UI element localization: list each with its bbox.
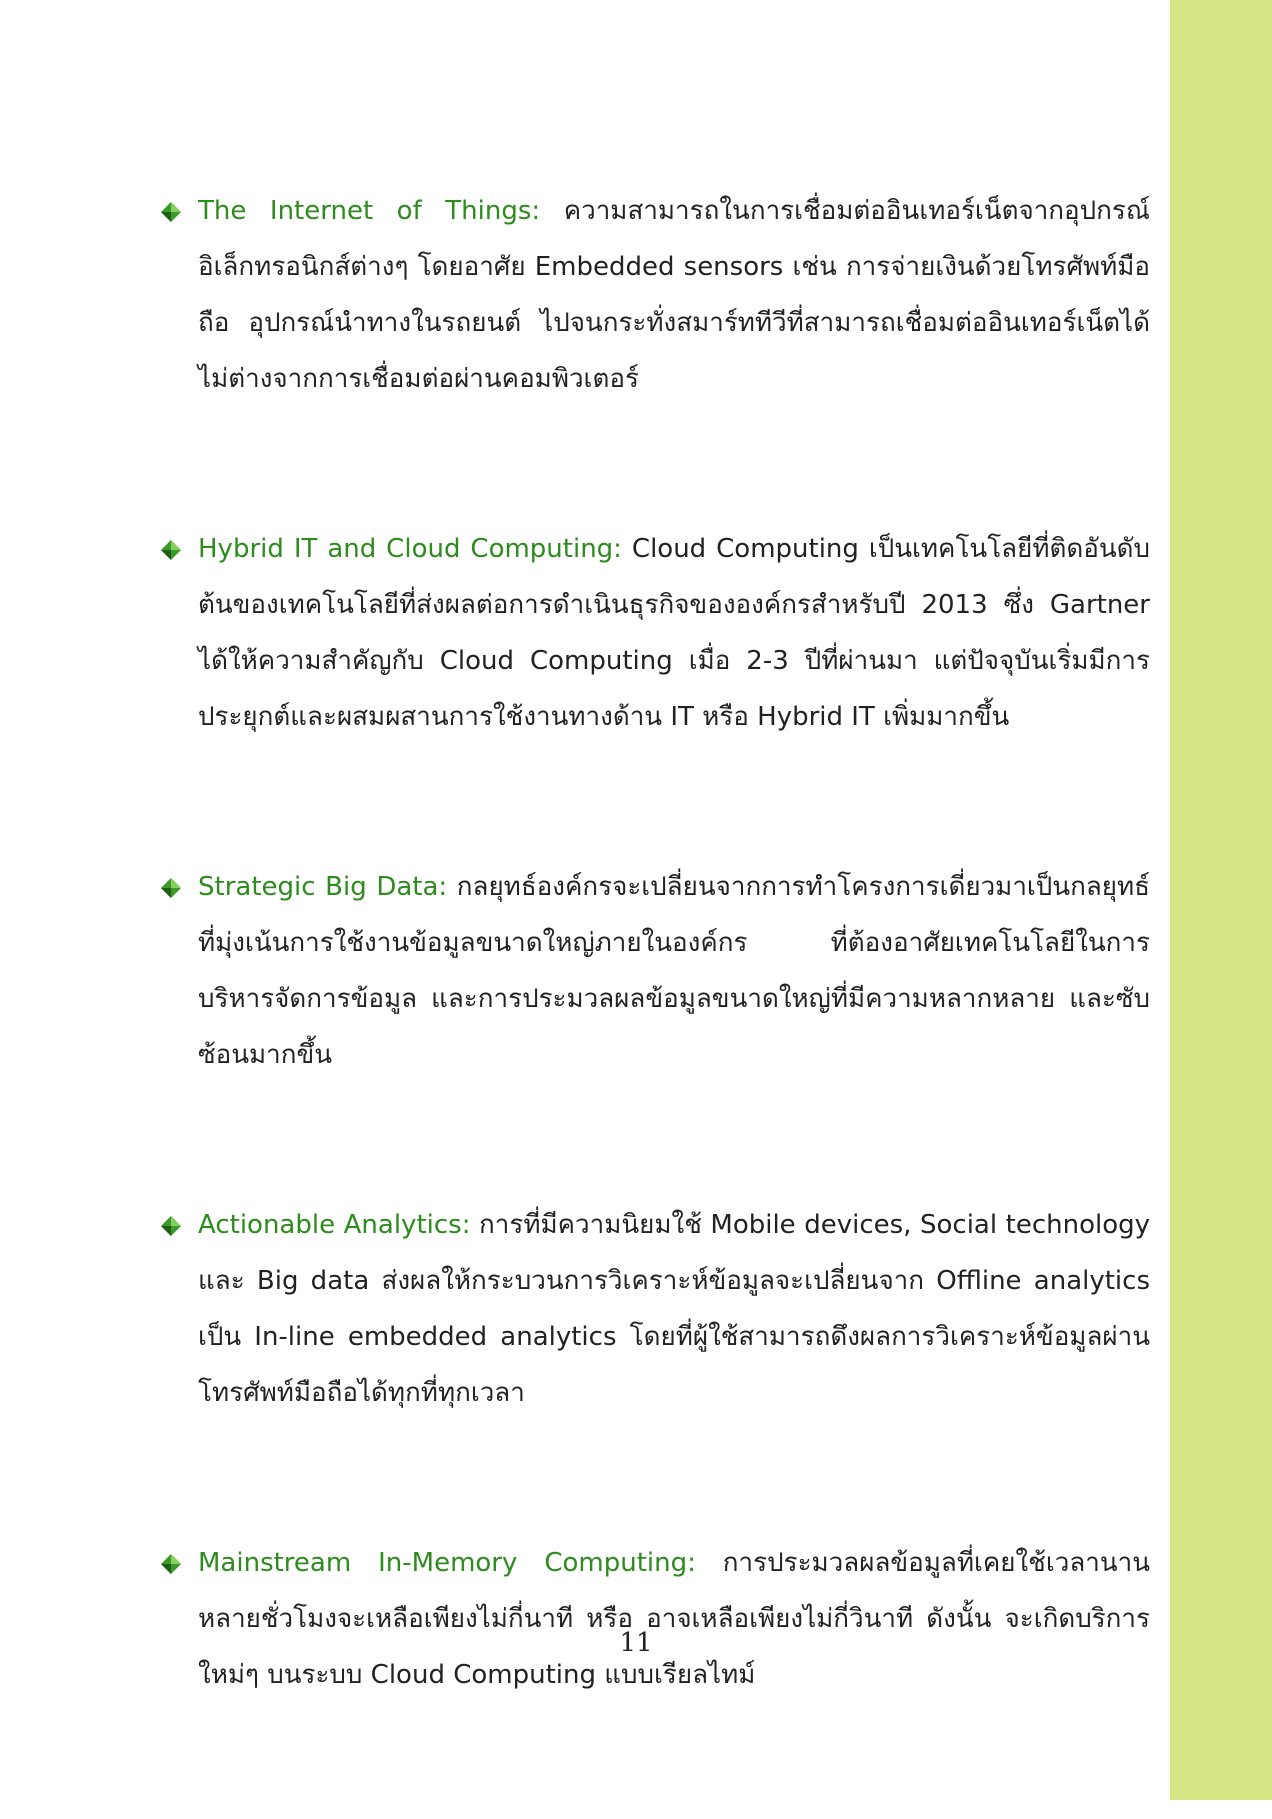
item-text: ความสามารถในการเชื่อมต่ออินเทอร์เน็ตจากอุปกรณ์อิเล็กทรอนิกส์ต่างๆ โดยอาศัย Embedded sensors เช่น การจ่ายเงินด้วยโทรศัพท์มือถือ อุปกรณ์นำทางในรถยนต์ ไปจนกระทั่งสมาร์ททีวีที่สามารถเชื่อมต่ออินเทอร์เน็ตได้ไม่ต่างจากการเชื่อมต่อผ่านคอมพิวเตอร์ <box>198 196 1150 394</box>
list-item <box>160 183 1150 407</box>
item-text: Cloud Computing เป็นเทคโนโลยีที่ติดอันดับต้นของเทคโนโลยีที่ส่งผลต่อการดำเนินธุรกิจขององค์กรสำหรับปี 2013 ซึ่ง Gartner ได้ให้ความสำคัญกับ Cloud Computing เมื่อ 2-3 ปีที่ผ่านมา แต่ปัจจุบันเริ่มมีการประยุกต์และผสมผสานการใช้งานทางด้าน IT หรือ Hybrid IT เพิ่มมากขึ้น <box>198 534 1151 732</box>
item-paragraph <box>198 1535 1150 1703</box>
page-number: 11 <box>619 1628 653 1658</box>
diamond-bullet-icon <box>160 877 182 899</box>
diamond-bullet-icon <box>160 1215 182 1237</box>
list-item <box>160 1535 1150 1703</box>
item-paragraph <box>198 1197 1150 1421</box>
item-paragraph <box>198 183 1150 407</box>
list-item <box>160 859 1150 1083</box>
side-color-band <box>1170 0 1272 1800</box>
item-text: การประมวลผลข้อมูลที่เคยใช้เวลานานหลายชั่วโมงจะเหลือเพียงไม่กี่นาที หรือ อาจเหลือเพียงไม่กี่วินาที ดังนั้น จะเกิดบริการใหม่ๆ บนระบบ Cloud Computing แบบเรียลไทม์ <box>198 1548 1150 1690</box>
diamond-bullet-icon <box>160 539 182 561</box>
item-term: Strategic Big Data: <box>198 872 448 902</box>
item-paragraph <box>198 521 1150 745</box>
item-text: การที่มีความนิยมใช้ Mobile devices, Social technology และ Big data ส่งผลให้กระบวนการวิเคราะห์ข้อมูลจะเปลี่ยนจาก Offline analytics เป็น In-line embedded analytics โดยที่ผู้ใช้สามารถดึงผลการวิเคราะห์ข้อมูลผ่านโทรศัพท์มือถือได้ทุกที่ทุกเวลา <box>198 1210 1150 1408</box>
item-term: Hybrid IT and Cloud Computing: <box>198 534 622 564</box>
list-item <box>160 1197 1150 1421</box>
diamond-bullet-icon <box>160 1553 182 1575</box>
item-term: Actionable Analytics: <box>198 1210 471 1240</box>
diamond-bullet-icon <box>160 201 182 223</box>
item-term: Mainstream In-Memory Computing: <box>198 1548 696 1578</box>
item-paragraph <box>198 859 1150 1083</box>
item-term: The Internet of Things: <box>198 196 541 226</box>
list-item <box>160 521 1150 745</box>
item-text: กลยุทธ์องค์กรจะเปลี่ยนจากการทำโครงการเดี่ยวมาเป็นกลยุทธ์ที่มุ่งเน้นการใช้งานข้อมูลขนาดใหญ่ภายในองค์กร ที่ต้องอาศัยเทคโนโลยีในการบริหารจัดการข้อมูล และการประมวลผลข้อมูลขนาดใหญ่ที่มีความหลากหลาย และซับซ้อนมากขึ้น <box>198 872 1150 1070</box>
bullet-list <box>160 183 1150 1819</box>
